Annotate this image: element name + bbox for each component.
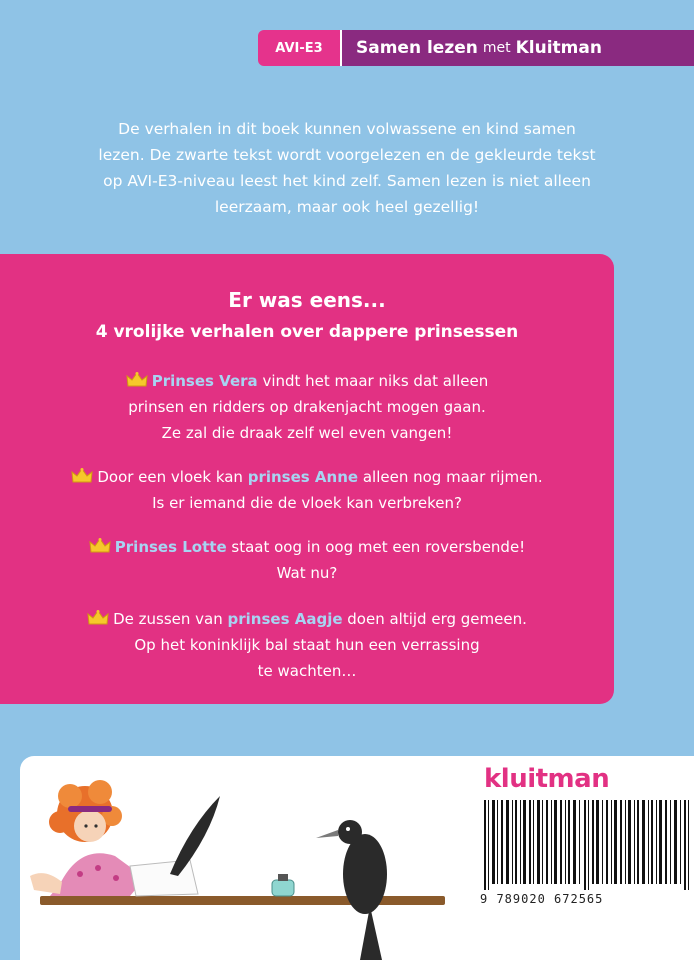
story-vera	[0, 368, 614, 446]
story-aagje	[0, 606, 614, 684]
intro-text	[40, 116, 654, 220]
crown-icon	[87, 610, 109, 626]
story-text: te wachten…	[257, 662, 357, 680]
intro-line: De verhalen in dit boek kunnen volwassene en kind samen	[118, 120, 576, 138]
publisher-logo: kluitman	[484, 764, 610, 794]
card-title: Er was eens...	[228, 288, 386, 312]
story-lotte	[0, 534, 614, 586]
crown-icon	[71, 468, 93, 484]
princess-name: prinses Aagje	[227, 610, 343, 628]
crown-icon	[126, 372, 148, 388]
princess-name: Prinses Vera	[151, 372, 258, 390]
card-subtitle: 4 vrolijke verhalen over dappere prinsessen	[95, 322, 519, 342]
series-banner	[258, 30, 694, 66]
intro-line: leerzaam, maar ook heel gezellig!	[214, 198, 480, 216]
story-text: Wat nu?	[276, 564, 338, 582]
story-text: De zussen van	[113, 610, 228, 628]
isbn-number: 9 789020 672565	[480, 892, 604, 906]
story-anne	[0, 464, 614, 516]
story-text: Op het koninklijk bal staat hun een verrassing	[134, 636, 480, 654]
avi-level-badge: AVI-E3	[258, 30, 342, 66]
story-text: doen altijd erg gemeen.	[342, 610, 527, 628]
barcode-icon	[482, 800, 694, 890]
princess-name: Prinses Lotte	[114, 538, 227, 556]
series-brand: Kluitman	[515, 38, 602, 58]
story-text: vindt het maar niks dat alleen	[257, 372, 489, 390]
story-text: alleen nog maar rijmen.	[358, 468, 543, 486]
series-met: met	[482, 40, 511, 56]
intro-line: op AVI-E3-niveau leest het kind zelf. Samen lezen is niet alleen	[103, 172, 591, 190]
series-name: Samen lezen	[356, 38, 478, 58]
intro-line: lezen. De zwarte tekst wordt voorgelezen en de gekleurde tekst	[98, 146, 596, 164]
story-text: Is er iemand die de vloek kan verbreken?	[152, 494, 462, 512]
crown-icon	[89, 538, 111, 554]
story-text: prinsen en ridders op drakenjacht mogen gaan.	[128, 398, 486, 416]
story-text: Door een vloek kan	[97, 468, 248, 486]
series-title	[342, 30, 694, 66]
story-text: Ze zal die draak zelf wel even vangen!	[161, 424, 453, 442]
princess-writing-illustration	[20, 756, 470, 960]
princess-name: prinses Anne	[247, 468, 359, 486]
wooden-shelf	[40, 896, 445, 905]
story-text: staat oog in oog met een roversbende!	[226, 538, 526, 556]
